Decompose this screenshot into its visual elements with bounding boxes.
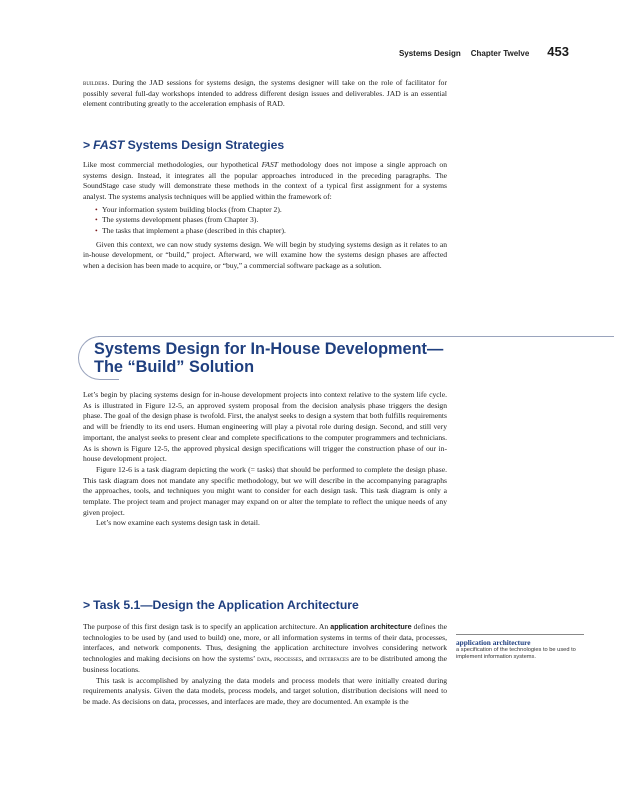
intro-paragraph: [83, 78, 447, 110]
separator: , and: [301, 654, 319, 664]
build-paragraph-2: Figure 12-6 is a task diagram depicting the work (= tasks) that should be performed to complete the design phase. This task diagram does not mandate any specific methodology, but we will describe in the accompanying paragraphs the approaches, tools, and techniques you might want to consider for each design task. This task diagram is only a template. The project team and project manager may expand on or alter the template to reflect the unique needs of any given project.: [83, 464, 447, 517]
task-p1-part2: defines the technologies to be used by (and used to build) one, more, or all information systems in terms of their data, processes, interfaces, and network components. Thus, designing the application architecture involves considering network technologies and making decisions on how the systems’: [83, 622, 447, 664]
build-section-heading: [94, 340, 443, 376]
fast-heading-text: Systems Design Strategies: [124, 138, 285, 152]
list-item: • The tasks that implement a phase (described in this chapter).: [95, 226, 447, 237]
build-section-heading-box: [78, 336, 614, 380]
list-item: • The systems development phases (from Chapter 3).: [95, 215, 447, 226]
framework-list: [95, 205, 447, 237]
heading-arrow-icon: >: [83, 598, 91, 612]
build-paragraph-3: Let’s now examine each systems design task in detail.: [96, 518, 260, 528]
task-paragraph-1: [83, 622, 447, 676]
data-term: data: [257, 655, 271, 664]
header-section-title: Systems Design: [398, 49, 461, 58]
separator: ,: [270, 654, 275, 664]
task-paragraph-2: This task is accomplished by analyzing the data models and process models that were initially created during requirements analysis. Given the data models, process models, and target solution, distribution decisions will need to be made. As decisions on data, processes, and interfaces are made, they are documented. An example is the: [83, 675, 447, 706]
task-p1-part1: The purpose of this first design task is to specify an application architecture. An: [83, 622, 331, 631]
header-chapter-title: Chapter Twelve: [470, 49, 530, 58]
application-architecture-term: application architecture: [330, 622, 412, 631]
task-block: [83, 622, 447, 708]
heading-arrow-icon: >: [83, 138, 91, 152]
fast-paragraph-part1: Like most commercial methodologies, our hypothetical: [83, 160, 262, 169]
fast-strategies-heading: [83, 138, 284, 152]
build-heading-line2: The “Build” Solution: [94, 358, 255, 376]
glossary-rule: [456, 634, 584, 635]
build-heading-line1: Systems Design for In-House Development—: [94, 340, 444, 358]
intro-text: . During the JAD sessions for systems design, the systems designer will take on the role of facilitator for possibly several full-day workshops intended to address different design issues and deliverables. JAD is an essential element contributing greatly to the acceleration emphasis of RAD.: [83, 78, 447, 109]
margin-glossary: [456, 634, 584, 661]
build-paragraph-1: Let’s begin by placing systems design for in-house development projects into context relative to the system life cycle. As is illustrated in Figure 12-5, an approved system proposal from the decision analysis phase triggers the design phase. The goal of the design phase is twofold. First, the analyst seeks to design a system that both fulfills requirements and will be friendly to its end users. Human engineering will play a pivotal role during design. Second, and still very important, the analyst seeks to present clear and complete specifications to the computer programmers and technicians. As is shown is Figure 12-5, the approved physical design specifications will trigger the construction phase of our in-house development project.: [83, 390, 447, 464]
fast-emphasis: FAST: [93, 138, 125, 152]
list-item: • Your information system building blocks (from Chapter 2).: [95, 205, 447, 216]
glossary-definition: a specification of the technologies to be used to implement information systems.: [456, 647, 576, 661]
build-block: [83, 390, 447, 529]
task-p1-part3: are to be distributed among the business locations.: [83, 654, 447, 674]
page-number: 453: [547, 44, 569, 59]
heading-rule: [98, 336, 614, 337]
builders-term: builders: [83, 79, 108, 87]
fast-paragraph-emph: FAST: [261, 160, 278, 169]
running-header: [399, 44, 569, 59]
task-5-1-heading: [83, 598, 359, 612]
given-paragraph: Given this context, we can now study systems design. We will begin by studying systems design as it relates to an in-house development, or “build,” project. Afterward, we will examine how the systems design phases are affected when a decision has been made to acquire, or “buy,” a commercial software package as a solution.: [83, 239, 447, 270]
fast-paragraph: [83, 160, 447, 203]
interfaces-term: interfaces: [318, 655, 349, 664]
fast-block: [83, 160, 447, 272]
glossary-term: application architecture: [456, 638, 531, 647]
task-heading-text: Task 5.1—Design the Application Architecture: [93, 598, 359, 612]
fast-paragraph-part2: methodology does not impose a single approach on systems design. Instead, it integrates all the popular approaches introduced in the preceding paragraphs. The SoundStage case study will demonstrate these methods in the context of a typical first assignment for a systems analyst. The systems analysis techniques will be applied within the framework of:: [83, 160, 447, 202]
processes-term: processes: [274, 655, 302, 664]
intro-block: [83, 78, 447, 110]
